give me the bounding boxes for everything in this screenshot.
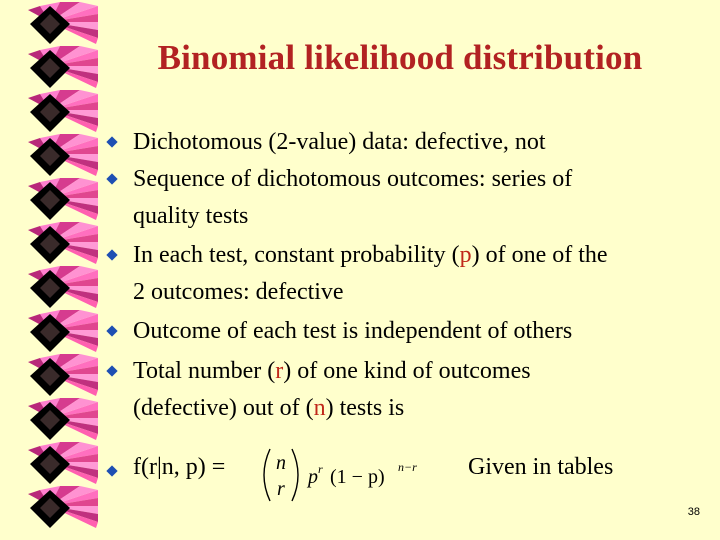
bullet-diamond-icon [106, 465, 117, 476]
variable-p: p [459, 242, 472, 268]
formula-row [108, 445, 708, 505]
bullet-text: Outcome of each test is independent of others [133, 318, 573, 344]
bullet-text-continued: 2 outcomes: defective [133, 279, 344, 305]
bullet-text: Sequence of dichotomous outcomes: series of [133, 166, 573, 192]
exp-r: r [318, 462, 323, 476]
bullet-diamond-icon [106, 136, 117, 147]
bullet-diamond-icon [106, 173, 117, 184]
bullet-diamond-icon [106, 249, 117, 260]
binom-bottom: r [277, 478, 285, 500]
variable-n: n [313, 395, 326, 421]
bullet-text-continued: quality tests [133, 203, 249, 229]
bullet-text: Total number (r) of one kind of outcomes [133, 358, 531, 384]
bullet-diamond-icon [106, 365, 117, 376]
slide-title: Binomial likelihood distribution [157, 38, 643, 77]
decorative-border [0, 0, 100, 540]
term-p: p [308, 466, 318, 488]
page-number: 38 [687, 506, 700, 518]
exp-nr: n−r [398, 460, 417, 474]
binom-top: n [276, 452, 286, 474]
formula-note: Given in tables [468, 454, 614, 480]
bullet-diamond-icon [106, 325, 117, 336]
variable-r: r [275, 358, 284, 384]
formula-lhs: f(r|n, p) = [133, 454, 226, 480]
bullet-text: In each test, constant probability (p) of one of the [133, 242, 608, 268]
bullet-text: Dichotomous (2-value) data: defective, not [133, 129, 546, 155]
term-q: (1 − p) [330, 466, 385, 488]
bullet-text-continued: (defective) out of (n) tests is [133, 395, 405, 421]
